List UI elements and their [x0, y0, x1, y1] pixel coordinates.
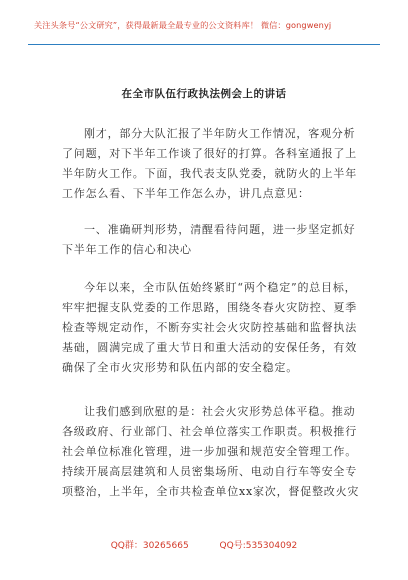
paragraph-1	[62, 124, 362, 204]
paragraph-line: 让我们感到欣慰的是：社会火灾形势总体平稳。推动	[84, 405, 356, 418]
paragraph-line: 了问题，对下半年工作谈了很好的打算。各科室通报了上	[62, 147, 357, 160]
paragraph-line: 刚才，部分大队汇报了半年防火工作情况，客观分析	[84, 127, 356, 140]
paragraph-line: 项整治，上半年，全市共检查单位xx家次，督促整改火灾	[62, 485, 360, 498]
paragraph-2	[62, 278, 362, 378]
paragraph-3	[62, 402, 362, 502]
paragraph-line: 社会单位标准化管理，进一步加强和规范安全管理工作。	[62, 445, 357, 458]
paragraph-line: 下半年工作的信心和决心	[62, 243, 192, 256]
document-title: 在全市队伍行政执法例会上的讲话	[121, 88, 287, 100]
section-heading-1	[62, 220, 362, 260]
paragraph-line: 持续开展高层建筑和人员密集场所、电动自行车等安全专	[62, 465, 357, 478]
paragraph-line: 牢牢把握支队党委的工作思路，围绕冬春火灾防控、夏季	[62, 301, 357, 314]
paragraph-line: 半年防火工作。下面，我代表支队党委，就防火的上半年	[62, 167, 357, 180]
paragraph-line: 一、准确研判形势，清醒看待问题，进一步坚定抓好	[84, 223, 356, 236]
page-header	[0, 0, 408, 44]
qq-number-text: QQ号:535304092	[219, 541, 298, 551]
paragraph-line: 基础，圆满完成了重大节日和重大活动的安保任务，有效	[62, 341, 357, 354]
paragraph-line: 确保了全市火灾形势和队伍内部的安全稳定。	[62, 361, 298, 374]
page-footer	[0, 538, 408, 551]
paragraph-line: 各级政府、行业部门、社会单位落实工作职责。积极推行	[62, 425, 357, 438]
qq-group-text: QQ群：30265665	[110, 541, 189, 551]
paragraph-line: 工作怎么看、下半年工作怎么办，讲几点意见：	[62, 187, 310, 200]
paragraph-line: 今年以来，全市队伍始终紧盯“两个稳定”的总目标，	[84, 281, 357, 294]
promo-header-text: 关注头条号“公文研究”，获得最新最全最专业的公文资料库！ 微信：gongwenyj	[34, 20, 332, 30]
header-divider	[28, 44, 380, 45]
paragraph-line: 检查等规定动作，不断夯实社会火灾防控基础和监督执法	[62, 321, 357, 334]
